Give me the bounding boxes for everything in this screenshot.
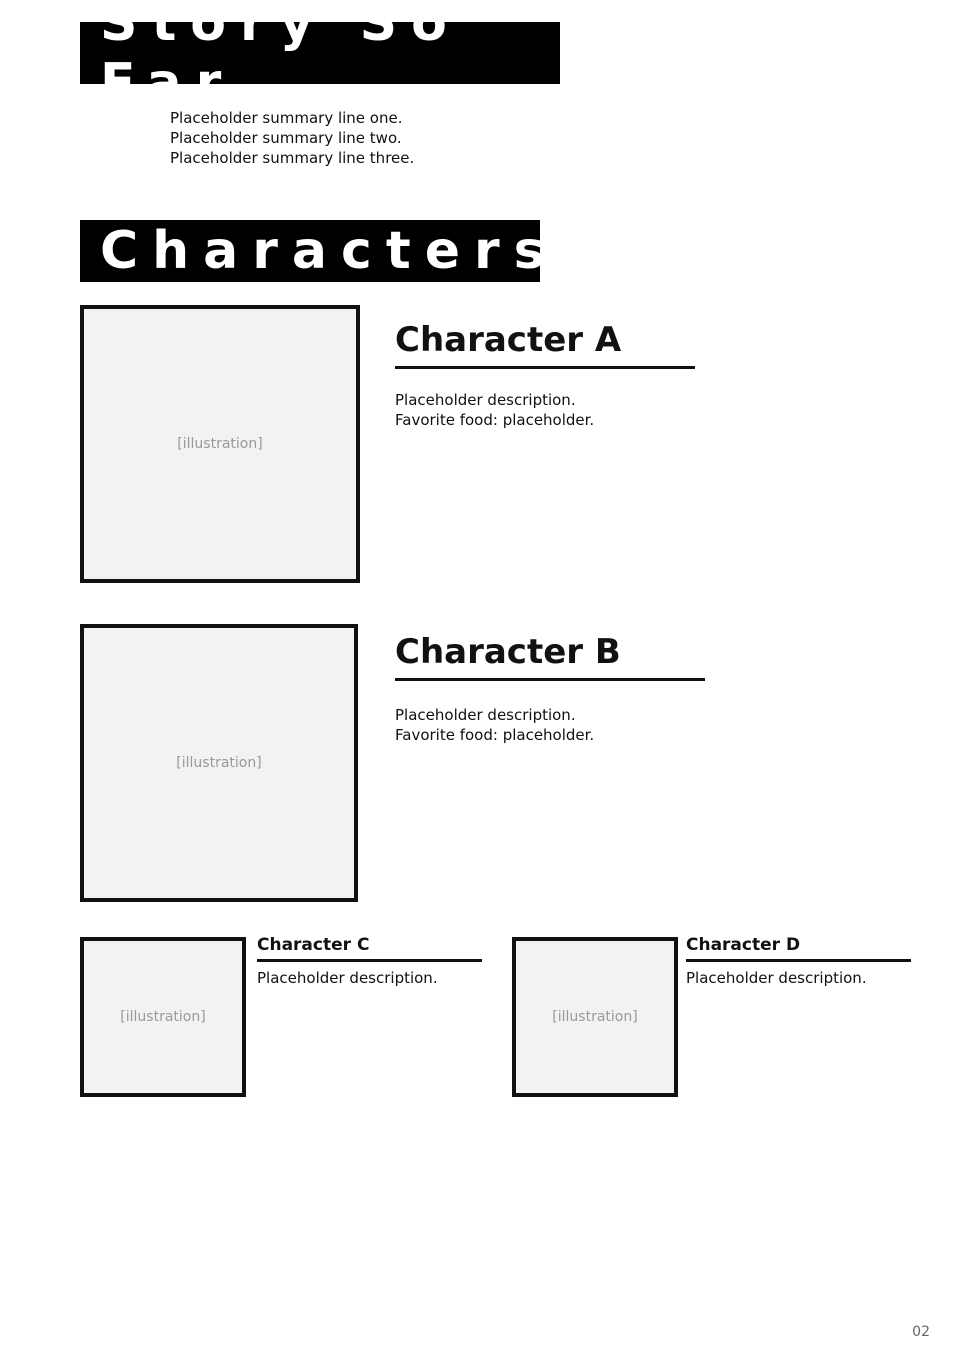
page-number: 02: [912, 1324, 930, 1340]
banner-summary-title: Story So Far: [100, 0, 461, 113]
desc-line: Placeholder description.: [257, 969, 438, 987]
character-name-b: Character B: [395, 632, 705, 681]
desc-line: Placeholder description.: [686, 969, 867, 987]
summary-block: [170, 108, 414, 168]
summary-line: Placeholder summary line one.: [170, 109, 403, 127]
character-name-c: Character C: [257, 935, 482, 962]
character-panel-a: [80, 305, 360, 583]
banner-summary: [80, 0, 560, 113]
banner-cast: [80, 220, 559, 282]
desc-line: Favorite food: placeholder.: [395, 726, 595, 744]
character-desc-b: [395, 705, 594, 745]
panel-placeholder: [illustration]: [176, 755, 262, 771]
desc-line: Placeholder description.: [395, 391, 576, 409]
desc-line: Favorite food: placeholder.: [395, 411, 595, 429]
character-name-a: Character A: [395, 320, 695, 369]
character-desc-c: [257, 968, 438, 988]
character-desc-d: [686, 968, 867, 988]
summary-line: Placeholder summary line two.: [170, 129, 402, 147]
summary-line: Placeholder summary line three.: [170, 149, 415, 167]
character-name-d: Character D: [686, 935, 911, 962]
character-panel-c: [80, 937, 246, 1097]
panel-placeholder: [illustration]: [552, 1009, 638, 1025]
panel-placeholder: [illustration]: [177, 436, 263, 452]
desc-line: Placeholder description.: [395, 706, 576, 724]
panel-placeholder: [illustration]: [120, 1009, 206, 1025]
character-panel-d: [512, 937, 678, 1097]
banner-cast-title: Characters: [100, 221, 559, 281]
character-panel-b: [80, 624, 358, 902]
character-desc-a: [395, 390, 594, 430]
